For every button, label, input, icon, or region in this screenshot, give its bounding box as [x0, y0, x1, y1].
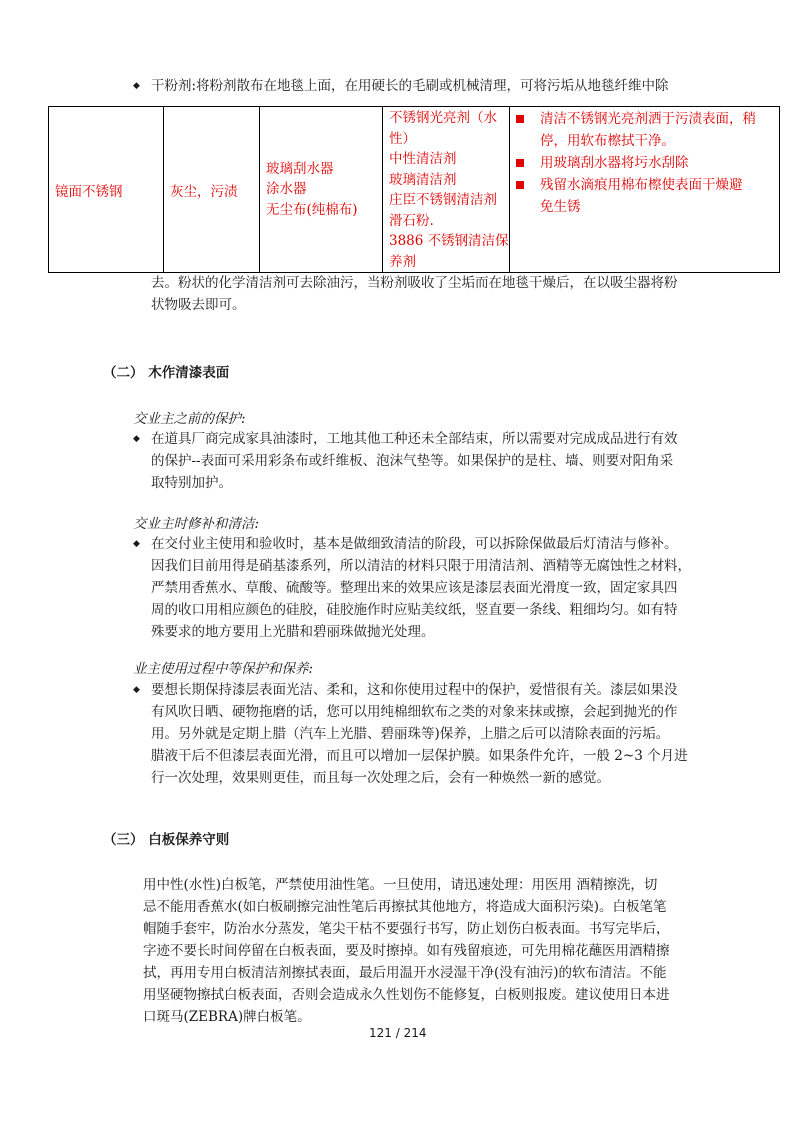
step-line: 残留水滴痕用棉布檫使表面干燥避: [540, 177, 743, 193]
subheading: 交业主时修补和清洁:: [133, 516, 260, 532]
continuation-line: 状物吸去即可。: [151, 297, 246, 313]
paragraph-line: 因我们目前用得是硝基漆系列，所以清洁的材料只限于用清洁剂、酒精等无腐蚀性之材料，: [151, 558, 691, 574]
paragraph-line: 要想长期保持漆层表面光洁、柔和，这和你使用过程中的保护，爱惜很有关。漆层如果没: [151, 682, 678, 698]
section-heading: （二） 木作清漆表面: [103, 365, 230, 381]
agents-cell: [383, 107, 510, 273]
paragraph-line: 有风吹日晒、硬物拖磨的话，您可以用纯棉细软布之类的对象来抹或擦，会起到抛光的作: [151, 704, 678, 720]
paragraph-line: 拭，再用专用白板清洁剂擦拭表面，最后用温开水浸湿干净(没有油污)的软布清洁。不能: [143, 965, 667, 981]
paragraph-line: 忌不能用香蕉水(如白板刷擦完油性笔后再擦拭其他地方，将造成大面积污染)。白板笔笔: [143, 899, 667, 915]
cleaning-table: [48, 106, 780, 273]
bullet-text: 干粉剂:将粉剂散布在地毯上面，在用硬长的毛刷或机械清理，可将污垢从地毯纤维中除: [151, 78, 669, 94]
paragraph-line: 用。另外就是定期上腊（汽车上光腊、碧丽珠等)保养，上腊之后可以清除表面的污垢。: [151, 726, 670, 742]
red-square-bullet-icon: [516, 159, 524, 167]
agent-item: 中性清洁剂: [389, 151, 457, 167]
paragraph-line: 用中性(水性)白板笔，严禁使用油性笔。一旦使用，请迅速处理：用医用 酒精擦洗，切: [143, 877, 658, 893]
paragraph-line: 用坚硬物擦拭白板表面，否则会造成永久性划伤不能修复，白板则报废。建议使用日本进: [143, 987, 670, 1003]
agent-item: 玻璃清洁剂: [389, 171, 457, 188]
diamond-bullet-icon: ◆: [133, 539, 140, 549]
paragraph-line: 取特别加护。: [151, 475, 232, 491]
red-square-bullet-icon: [516, 181, 524, 189]
table-row: [49, 107, 780, 273]
agent-item: 3886 不锈钢清洁保: [389, 233, 509, 249]
dirt-cell: 灰尘，污渍: [164, 107, 260, 273]
tool-item: 无尘布(纯棉布): [266, 201, 358, 218]
subheading: 业主使用过程中等保护和保养:: [133, 661, 314, 677]
steps-cell: [510, 107, 780, 273]
page-number: 121 / 214: [369, 1026, 427, 1040]
step-line: 停，用软布檫拭干净。: [540, 133, 675, 149]
paragraph-line: 字迹不要长时间停留在白板表面，要及时擦掉。如有残留痕迹，可先用棉花蘸医用酒精擦: [143, 943, 670, 959]
material-cell: 镜面不锈钢: [49, 107, 164, 273]
agent-item: 不锈钢光亮剂（水: [389, 110, 497, 126]
tool-item: 涂水器: [266, 181, 307, 198]
tools-cell: [260, 107, 383, 273]
paragraph-line: 帽随手套牢，防治水分蒸发，笔尖干枯不要强行书写，防止划伤白板表面。书写完毕后，: [143, 921, 670, 937]
agent-item: 性）: [389, 130, 416, 147]
paragraph-line: 的保护--表面可采用彩条布或纤维板、泡沫气垫等。如果保护的是柱、墙、则要对阳角采: [151, 453, 674, 469]
paragraph-line: 殊要求的地方要用上光腊和碧丽珠做抛光处理。: [151, 624, 435, 640]
steps-list: [512, 108, 777, 218]
tool-item: 玻璃刮水器: [266, 160, 334, 177]
diamond-bullet-icon: ◆: [133, 81, 140, 91]
agent-item: 庄臣不锈钢清洁剂: [389, 192, 497, 208]
step-item: [512, 108, 777, 152]
agent-item: 滑石粉.: [389, 212, 434, 229]
step-line: 清洁不锈钢光亮剂洒于污渍表面，稍: [540, 111, 756, 127]
paragraph-line: 在道具厂商完成家具油漆时，工地其他工种还未全部结束，所以需要对完成成品进行有效: [151, 431, 678, 447]
paragraph-line: 在交付业主使用和验收时，基本是做细致清洁的阶段，可以拆除保做最后灯清洁与修补。: [151, 536, 678, 552]
diamond-bullet-icon: ◆: [133, 434, 140, 444]
section-heading: （三） 白板保养守则: [103, 832, 230, 848]
paragraph-line: 严禁用香蕉水、草酸、硫酸等。整理出来的效果应该是漆层表面光滑度一致，固定家具四: [151, 580, 678, 596]
subheading: 交业主之前的保护:: [133, 411, 246, 427]
step-item: [512, 152, 777, 174]
diamond-bullet-icon: ◆: [133, 685, 140, 695]
paragraph-line: 腊液干后不但漆层表面光滑，而且可以增加一层保护膜。如果条件允许，一般 2~3 个月进: [151, 748, 688, 764]
agent-item: 养剂: [389, 253, 416, 270]
step-line: 免生锈: [540, 199, 581, 215]
paragraph-line: 行一次处理，效果则更佳，而且每一次处理之后，会有一种焕然一新的感觉。: [151, 770, 610, 786]
paragraph-line: 周的收口用相应颜色的硅胶，硅胶施作时应贴美纹纸，竖直要一条线、粗细均匀。如有特: [151, 602, 678, 618]
continuation-line: 去。粉状的化学清洁剂可去除油污，当粉剂吸收了尘垢而在地毯干燥后，在以吸尘器将粉: [151, 275, 678, 291]
red-square-bullet-icon: [516, 115, 524, 123]
step-line: 用玻璃刮水器将圬水刮除: [540, 155, 689, 171]
step-item: [512, 174, 777, 218]
paragraph-line: 口斑马(ZEBRA)牌白板笔。: [143, 1009, 311, 1025]
